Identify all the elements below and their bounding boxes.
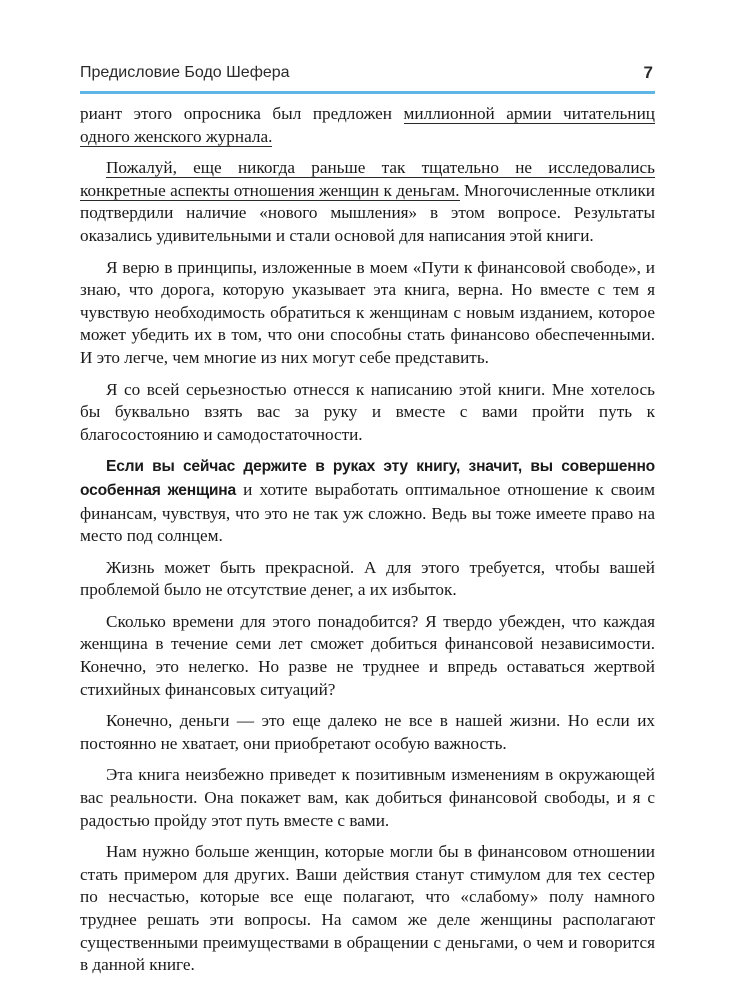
paragraph [80, 103, 655, 148]
running-header [80, 62, 655, 86]
body-text [80, 103, 655, 986]
page-number: 7 [643, 63, 653, 82]
paragraph: Я со всей серьезностью отнесся к написанию этой книги. Мне хотелось бы буквально взять вас за руку и вместе с вами пройти путь к благосостоянию и самодостаточности. [80, 379, 655, 444]
paragraph: Я верю в принципы, изложенные в моем «Пути к финансовой свободе», и знаю, что дорога, которую указывает эта книга, верна. Но вместе с тем я чувствую необходимость обратиться к женщинам с новым изданием, которое может убедить их в том, что они способны стать финансово обеспеченными. И это легче, чем многие из них могут себе представить. [80, 257, 655, 367]
paragraph [80, 157, 655, 247]
paragraph: Сколько времени для этого понадобится? Я твердо убежден, что каждая женщина в течение семи лет сможет добиться финансовой независимости. Конечно, это нелегко. Но разве не труднее и впредь оставаться жертвой стихийных финансовых ситуаций? [80, 611, 655, 699]
paragraph: Конечно, деньги — это еще далеко не все в нашей жизни. Но если их постоянно не хватает, они приобретают особую важность. [80, 711, 655, 753]
paragraph [80, 455, 655, 547]
paragraph-text: риант этого опросника был предложен [80, 104, 404, 123]
paragraph: Жизнь может быть прекрасной. А для этого требуется, чтобы вашей проблемой было не отсутствие денег, а их избыток. [80, 557, 655, 600]
paragraph: Нам нужно больше женщин, которые могли бы в финансовом отношении стать примером для других. Ваши действия станут стимулом для тех сестер по несчастью, которые все еще полагают, что «слабому» полу намного труднее решать эти вопросы. На самом же деле женщины располагают существенными преимуществами в обращении с деньгами, о чем и говорится в данной книге. [80, 842, 655, 975]
bold-text: Если вы сейчас держите в руках эту книгу, значит, вы совершенно особенная женщина [80, 458, 655, 499]
header-rule [80, 91, 655, 94]
underlined-text: Пожалуй, еще никогда раньше так тщательно не исследовались конкретные аспекты отношения женщин к деньгам. [80, 158, 655, 200]
underlined-text: миллионной армии читательниц одного женского журнала. [80, 104, 655, 146]
paragraph-text: и хотите выработать оптимальное отношение к своим финансам, чувствуя, что это не так уж сложно. Ведь вы тоже имеете право на место под солнцем. [80, 479, 655, 546]
paragraph-text: Многочисленные отклики подтвердили наличие «нового мышления» в этом вопросе. Результаты оказались удивительными и стали основой для написания этой книги. [80, 180, 655, 245]
running-title: Предисловие Бодо Шефера [80, 64, 290, 81]
paragraph: Эта книга неизбежно приведет к позитивным изменениям в окружающей вас реальности. Она покажет вам, как добиться финансовой свободы, и я с радостью пройду этот путь вместе с вами. [80, 765, 655, 830]
